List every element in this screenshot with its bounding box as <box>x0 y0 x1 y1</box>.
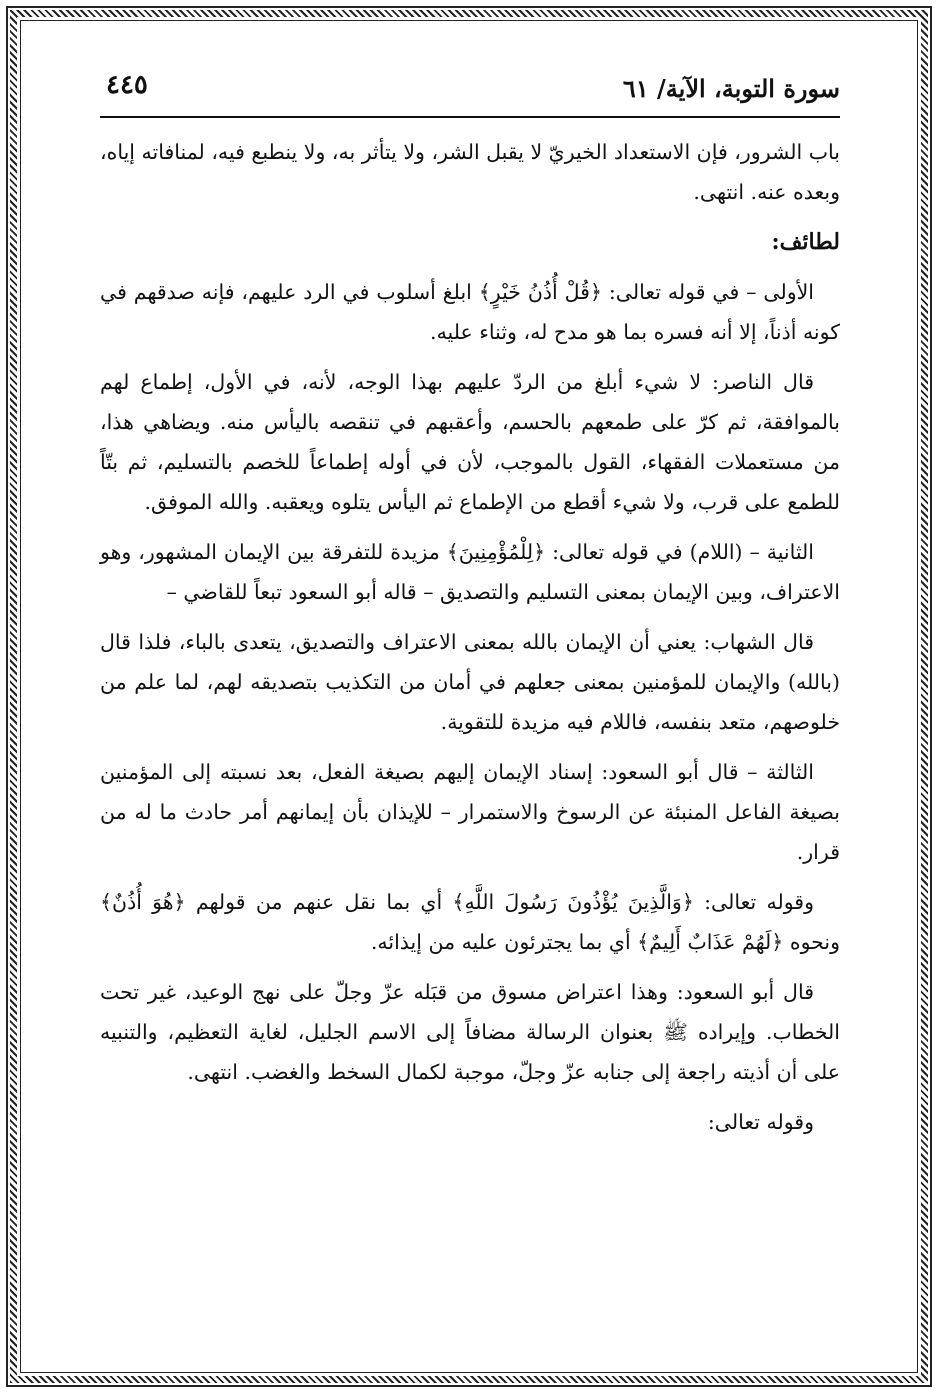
paragraph-second-note: الثانية – (اللام) في قوله تعالى: ﴿لِلْمُؤْمِنِينَ﴾ مزيدة للتفرقة بين الإيمان المشهور، وهو الاعتراف، وبين الإيمان بمعنى التسليم والتصديق – قاله أبو السعود تبعاً للقاضي – <box>100 540 840 604</box>
page-number: ٤٤٥ <box>106 70 148 100</box>
paragraph-continuation: باب الشرور، فإن الاستعداد الخيريّ لا يقبل الشر، ولا يتأثر به، ولا ينطبع فيه، لمنافاته إياه، وبعده عنه. انتهى. <box>100 140 840 204</box>
paragraph-verse-commentary: وقوله تعالى: ﴿وَالَّذِينَ يُؤْذُونَ رَسُولَ اللَّهِ﴾ أي بما نقل عنهم من قولهم ﴿هُوَ أُذُنٌ﴾ ونحوه ﴿لَهُمْ عَذَابٌ أَلِيمٌ﴾ أي بما يجترئون عليه من إيذائه. <box>100 890 840 954</box>
paragraph-third-note: الثالثة – قال أبو السعود: إسناد الإيمان إليهم بصيغة الفعل، بعد نسبته إلى المؤمنين بصيغة الفاعل المنبئة عن الرسوخ والاستمرار – للإيذان بأن إيمانهم أمر حادث ما له من قرار. <box>100 760 840 864</box>
paragraph-first-note: الأولى – في قوله تعالى: ﴿قُلْ أُذُنُ خَيْرٍ﴾ ابلغ أسلوب في الرد عليهم، فإنه صدقهم في كونه أذناً، إلا أنه فسره بما هو مدح له، وثناء عليه. <box>100 280 840 344</box>
page-body <box>100 118 840 1142</box>
page-header <box>100 60 840 118</box>
paragraph-abu-saud-quote: قال أبو السعود: وهذا اعتراض مسوق من قبَله عزّ وجلّ على نهج الوعيد، غير تحت الخطاب. وإيراده ﷺ بعنوان الرسالة مضافاً إلى الاسم الجليل، لغاية التعظيم، والتنبيه على أن أذيته راجعة إلى جنابه عزّ وجلّ، موجبة لكمال السخط والغضب. انتهى. <box>100 980 840 1084</box>
running-title: سورة التوبة، الآية/ ٦١ <box>622 74 840 103</box>
section-heading: لطائف: <box>771 229 840 255</box>
paragraph-closing: وقوله تعالى: <box>707 1110 814 1134</box>
paragraph-shihab-quote: قال الشهاب: يعني أن الإيمان بالله بمعنى الاعتراف والتصديق، يتعدى بالباء، فلذا قال (بالله) والإيمان للمؤمنين بمعنى جعلهم في أمان من التكذيب بتصديقه لهم، لما علم من خلوصهم، متعد بنفسه، فاللام فيه مزيدة للتقوية. <box>100 630 840 734</box>
page <box>100 60 840 1370</box>
paragraph-nasir-quote: قال الناصر: لا شيء أبلغ من الردّ عليهم بهذا الوجه، لأنه، في الأول، إطماع لهم بالموافقة، ثم كرّ على طمعهم بالحسم، وأعقبهم في تنقصه باليأس منه. ويضاهي هذا، من مستعملات الفقهاء، القول بالموجب، لأن في أوله إطماعاً للخصم بالتسليم، ثم بتّاً للطمع على قرب، ولا شيء أقطع من الإطماع ثم اليأس يتلوه ويعقبه. والله الموفق. <box>100 370 840 514</box>
